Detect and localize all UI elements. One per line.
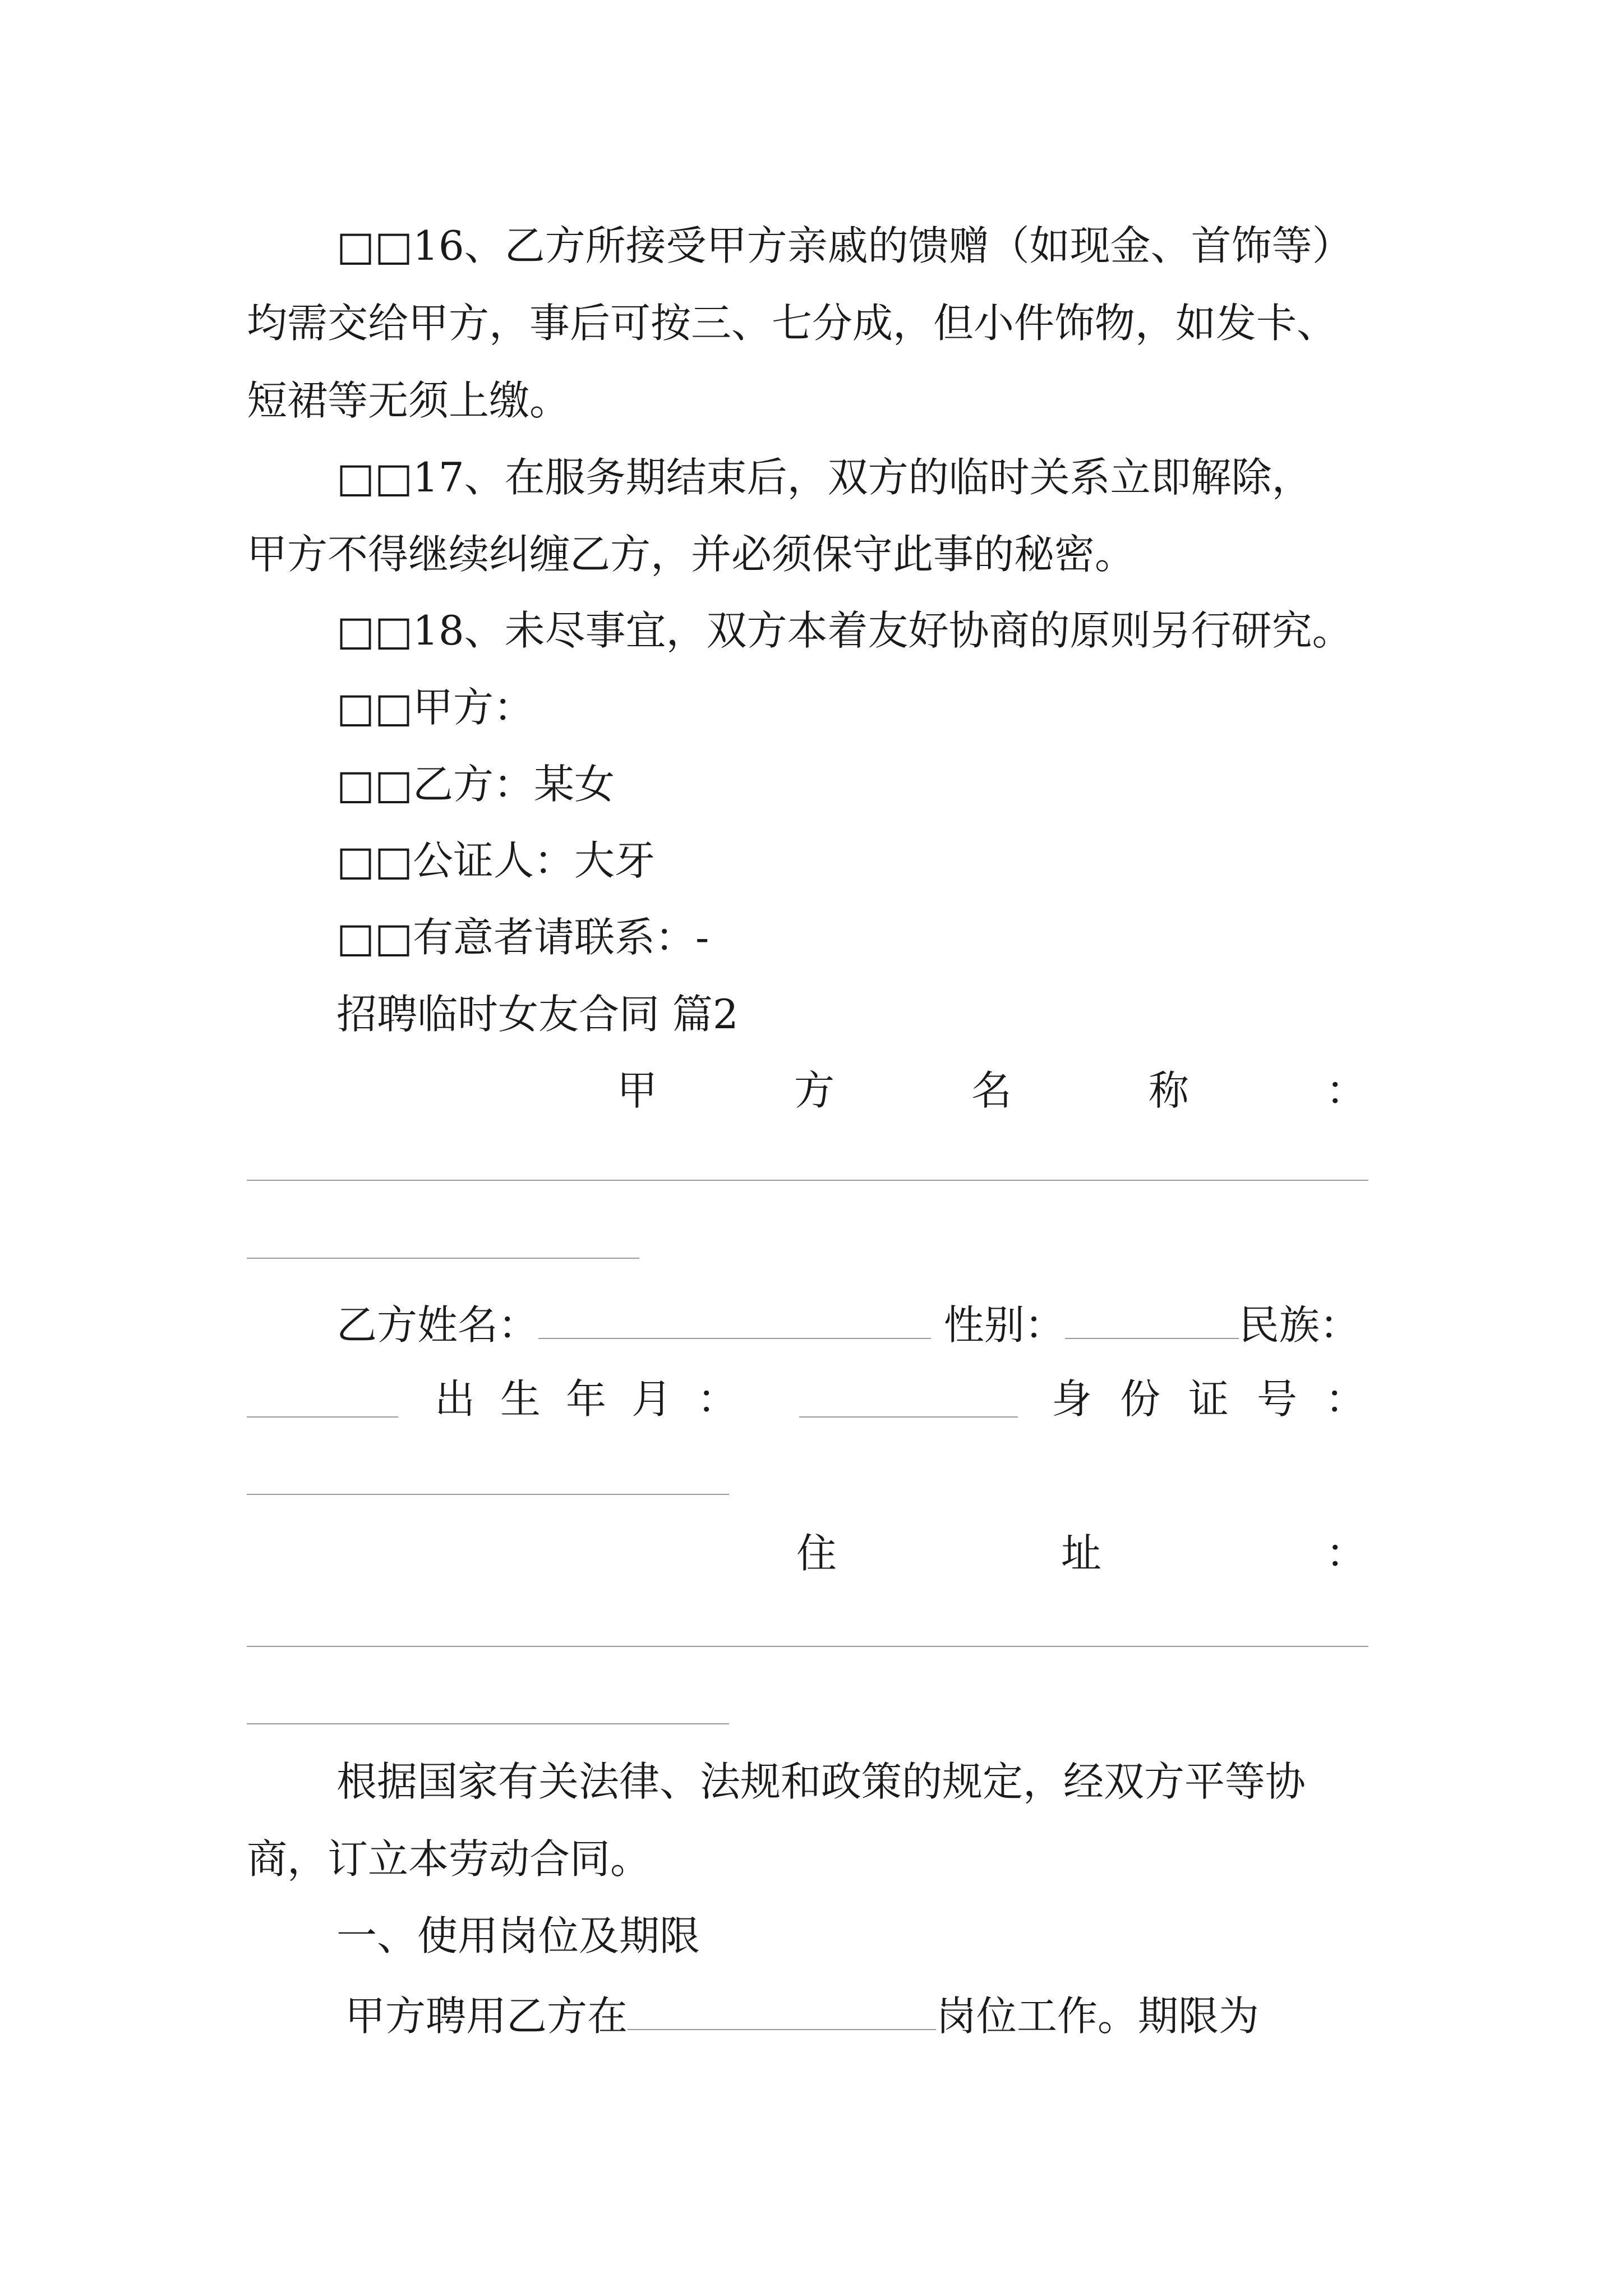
intro-line-1: 根据国家有关法律、法规和政策的规定，经双方平等协 — [336, 1758, 1306, 1805]
party-a-name-char: 称 — [1148, 1067, 1189, 1114]
birth-char: 出 — [435, 1375, 476, 1423]
party-b-birth-blank — [799, 1416, 1018, 1418]
id-char: 份 — [1119, 1375, 1160, 1423]
id-char: 号 — [1256, 1375, 1297, 1423]
id-char: ： — [1325, 1375, 1366, 1423]
signature-contact: □□有意者请联系：- — [336, 914, 709, 961]
party-b-gender-label: 性别： — [943, 1301, 1065, 1349]
party-a-name-blank-2 — [247, 1258, 639, 1259]
clause-17-line-2: 甲方不得继续纠缠乙方，并必须保守此事的秘密。 — [247, 531, 1136, 578]
article-1-text-b: 岗位工作。期限为 — [936, 1992, 1260, 2040]
party-b-id-blank — [247, 1494, 729, 1495]
signature-notary: □□公证人：大牙 — [336, 837, 656, 884]
party-b-ethnicity-label: 民族： — [1238, 1301, 1360, 1349]
article-1-heading: 一、使用岗位及期限 — [336, 1912, 700, 1959]
birth-char: 月 — [631, 1375, 672, 1423]
birth-char: ： — [697, 1375, 737, 1423]
clause-16-line-1: □□16、乙方所接受甲方亲戚的馈赠（如现金、首饰等） — [336, 222, 1353, 269]
party-b-ethnicity-blank — [247, 1416, 398, 1418]
address-blank-2 — [247, 1723, 729, 1724]
party-a-name-label — [617, 1067, 1366, 1114]
party-a-name-char: 甲 — [617, 1067, 658, 1114]
party-b-birth-label — [435, 1375, 737, 1423]
clause-17-line-1: □□17、在服务期结束后，双方的临时关系立即解除， — [336, 454, 1312, 501]
party-b-name-label: 乙方姓名： — [336, 1301, 539, 1349]
clause-16-line-3: 短裙等无须上缴。 — [247, 377, 570, 424]
party-a-name-char: 名 — [971, 1067, 1012, 1114]
party-b-name-blank — [538, 1301, 931, 1339]
party-a-name-char: ： — [1325, 1067, 1366, 1114]
article-1-text — [345, 1992, 1260, 2040]
clause-16-line-2: 均需交给甲方，事后可按三、七分成，但小件饰物，如发卡、 — [247, 300, 1338, 347]
address-label — [796, 1530, 1366, 1577]
address-char: 住 — [796, 1530, 837, 1577]
address-char: ： — [1325, 1530, 1366, 1577]
party-b-id-label — [1052, 1375, 1366, 1423]
party-b-gender-blank — [1065, 1301, 1239, 1339]
party-a-name-char: 方 — [794, 1067, 834, 1114]
party-b-info-row — [336, 1301, 1360, 1349]
intro-line-2: 商，订立本劳动合同。 — [247, 1835, 651, 1883]
article-1-position-blank — [628, 1993, 936, 2030]
article-1-text-a: 甲方聘用乙方在 — [345, 1992, 628, 2040]
party-a-name-blank-1 — [247, 1180, 1368, 1181]
clause-18: □□18、未尽事宜，双方本着友好协商的原则另行研究。 — [336, 607, 1353, 654]
birth-char: 年 — [565, 1375, 606, 1423]
signature-party-a: □□甲方： — [336, 684, 534, 731]
id-char: 证 — [1188, 1375, 1229, 1423]
signature-party-b: □□乙方：某女 — [336, 761, 615, 808]
section-2-title: 招聘临时女友合同 篇2 — [336, 991, 739, 1038]
birth-char: 生 — [500, 1375, 541, 1423]
id-char: 身 — [1052, 1375, 1092, 1423]
address-char: 址 — [1061, 1530, 1101, 1577]
address-blank-1 — [247, 1646, 1368, 1647]
